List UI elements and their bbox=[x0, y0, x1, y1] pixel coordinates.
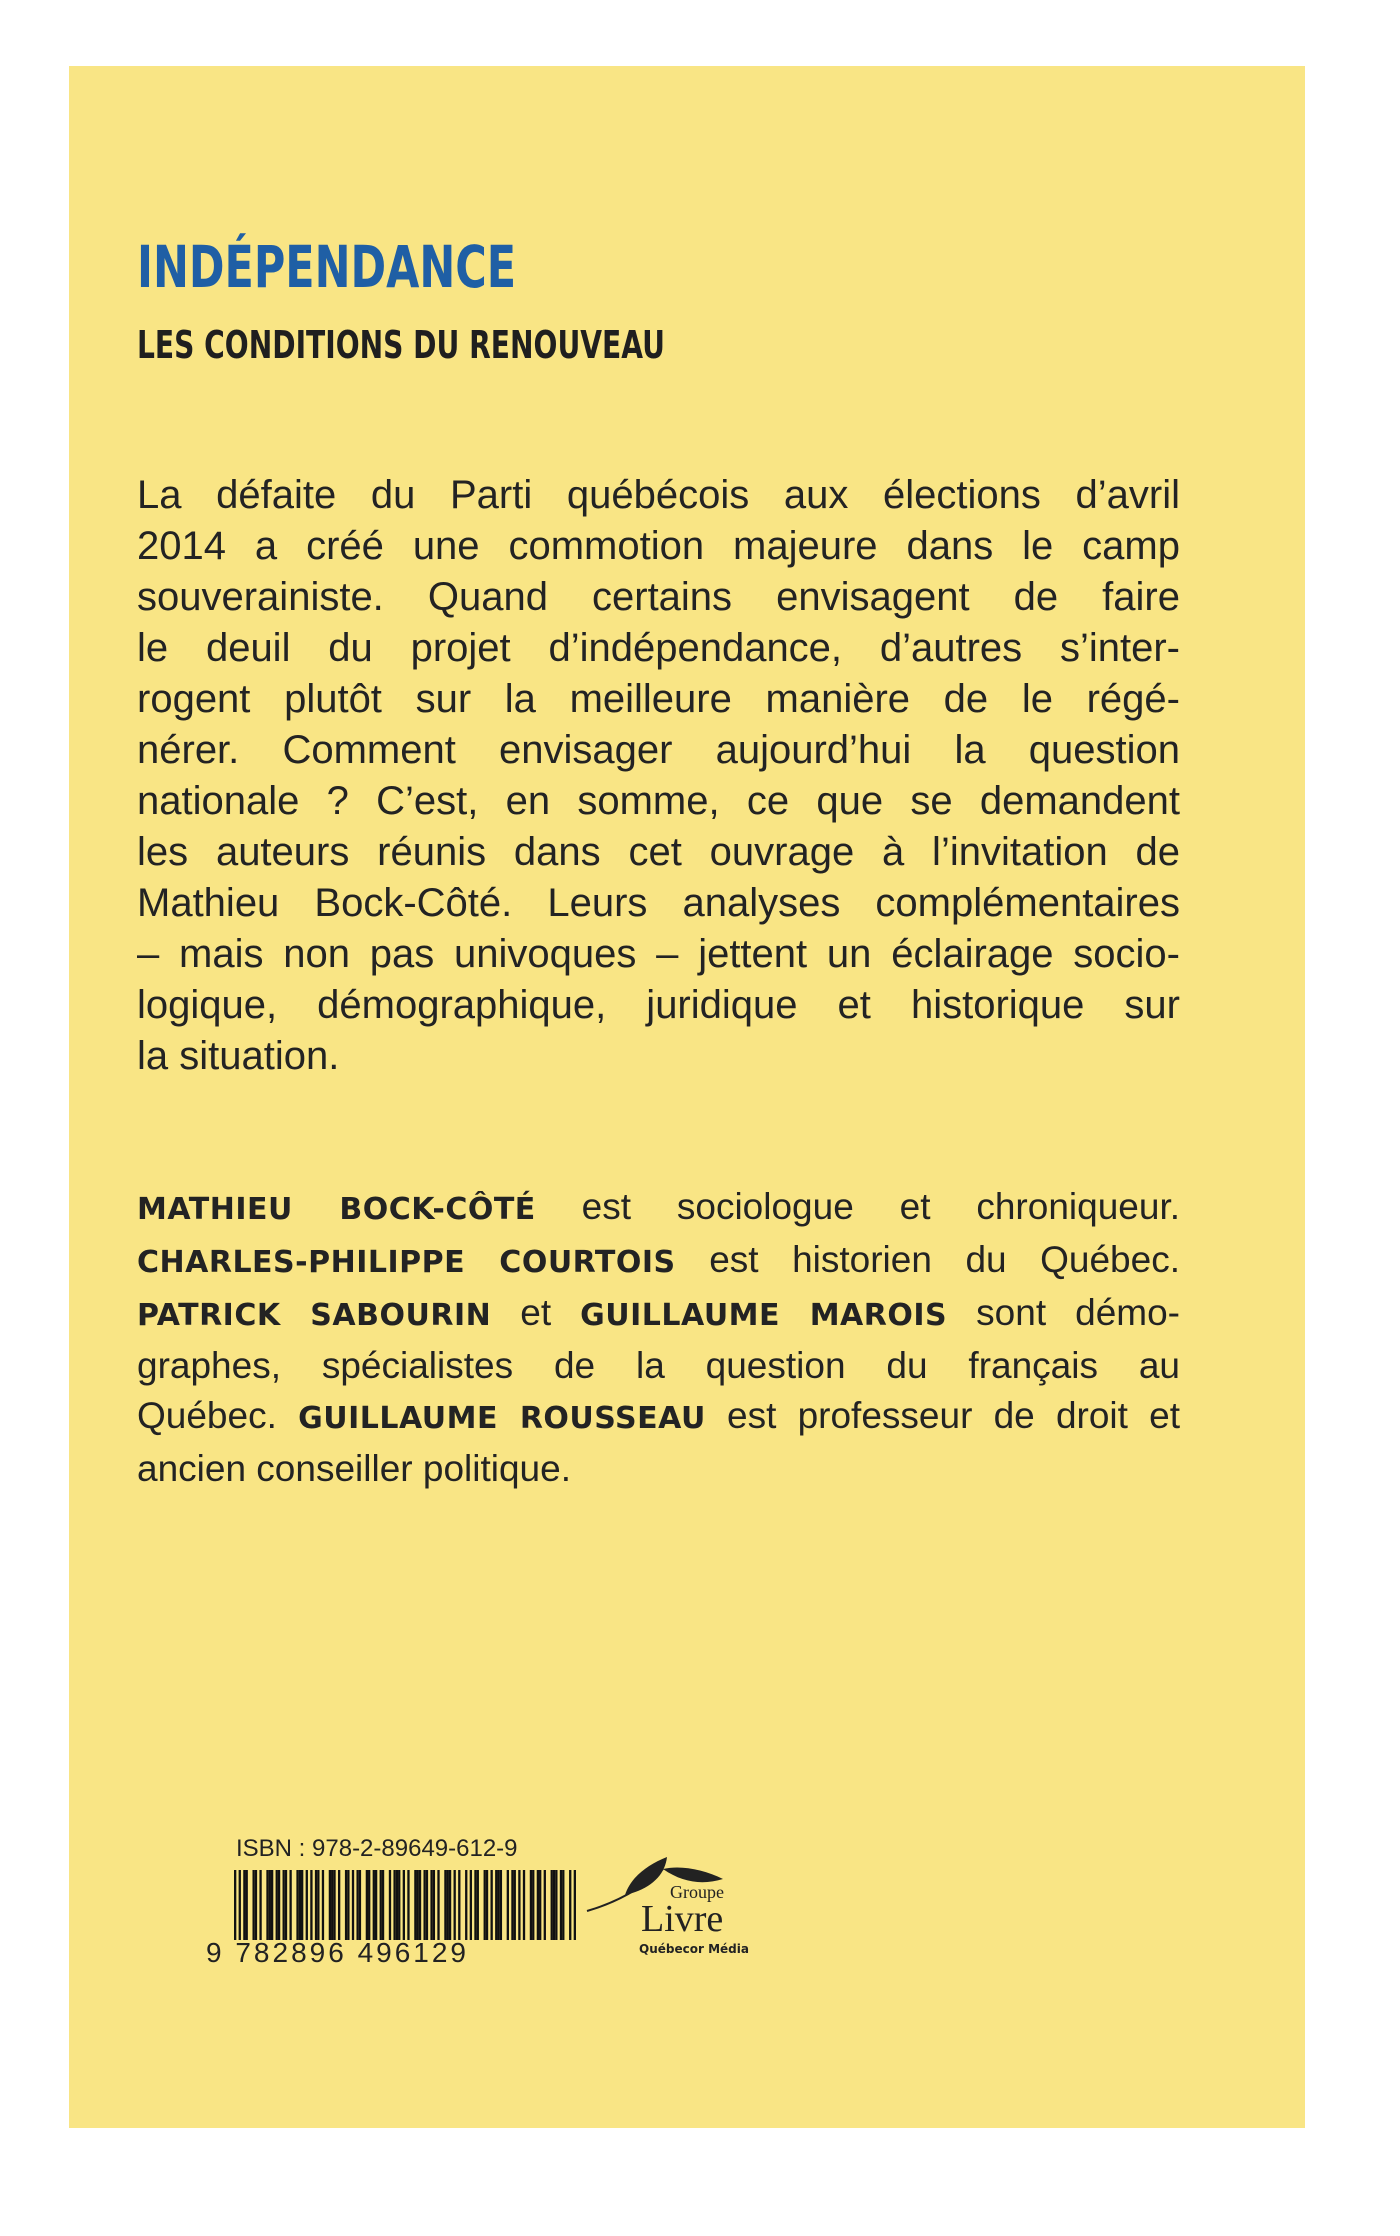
barcode-bar bbox=[246, 1870, 248, 1940]
barcode-bar bbox=[356, 1870, 358, 1940]
barcode-bar bbox=[403, 1870, 405, 1940]
isbn-number: ISBN : 978-2-89649-612-9 bbox=[236, 1835, 518, 1862]
barcode-bar bbox=[484, 1870, 486, 1940]
barcode-bar bbox=[491, 1870, 493, 1940]
barcode-bar bbox=[322, 1870, 324, 1940]
authors-paragraph bbox=[137, 1182, 1180, 1494]
barcode-bar bbox=[511, 1870, 513, 1940]
barcode-bar bbox=[259, 1870, 261, 1940]
barcode-bar bbox=[338, 1870, 340, 1940]
barcode-bar bbox=[396, 1870, 398, 1940]
authors-line-6: ancien conseiller politique. bbox=[137, 1448, 571, 1489]
barcode-bar bbox=[447, 1870, 449, 1940]
barcode-bar bbox=[539, 1870, 541, 1940]
barcode-bar bbox=[375, 1870, 377, 1940]
barcode-bar bbox=[474, 1870, 476, 1940]
barcode-bar bbox=[266, 1870, 268, 1940]
barcode-bar bbox=[419, 1870, 421, 1940]
barcode-bar bbox=[537, 1870, 539, 1940]
barcode-bar bbox=[285, 1870, 287, 1940]
barcode-bar bbox=[306, 1870, 308, 1940]
barcode-bar bbox=[551, 1870, 553, 1940]
barcode-bar bbox=[407, 1870, 409, 1940]
book-subtitle: LES CONDITIONS DU RENOUVEAU bbox=[137, 323, 665, 367]
barcode-bar bbox=[465, 1870, 467, 1940]
summary-line: le deuil du projet d’indépendance, d’autres s’inter- bbox=[137, 626, 1180, 670]
barcode-bar bbox=[352, 1870, 354, 1940]
isbn-barcode bbox=[200, 1835, 580, 1970]
barcode-bar bbox=[497, 1870, 499, 1940]
authors-line-5: Québec. GUILLAUME ROUSSEAU est professeur de droit et bbox=[137, 1395, 1180, 1436]
summary-line: logique, démographique, juridique et historique sur bbox=[137, 983, 1180, 1027]
barcode-bars bbox=[234, 1870, 576, 1940]
author-name: CHARLES-PHILIPPE COURTOIS bbox=[137, 1245, 676, 1280]
summary-line: nationale ? C’est, en somme, ce que se demandent bbox=[137, 779, 1180, 823]
author-name: MATHIEU BOCK-CÔTÉ bbox=[137, 1192, 536, 1227]
barcode-bar bbox=[398, 1870, 400, 1940]
barcode-bar bbox=[458, 1870, 460, 1940]
summary-paragraph bbox=[137, 470, 1180, 1082]
authors-line-4: graphes, spécialistes de la question du français au bbox=[137, 1345, 1180, 1386]
barcode-bar bbox=[382, 1870, 384, 1940]
barcode-bar bbox=[301, 1870, 303, 1940]
barcode-bar bbox=[347, 1870, 349, 1940]
summary-line: 2014 a créé une commotion majeure dans le camp bbox=[137, 524, 1180, 568]
barcode-bar bbox=[276, 1870, 278, 1940]
barcode-bar bbox=[449, 1870, 451, 1940]
summary-line: la situation. bbox=[137, 1034, 340, 1078]
book-title: INDÉPENDANCE bbox=[137, 233, 517, 301]
barcode-bar bbox=[430, 1870, 432, 1940]
summary-line: nérer. Comment envisager aujourd’hui la question bbox=[137, 728, 1180, 772]
barcode-bar bbox=[345, 1870, 347, 1940]
authors-line-1: MATHIEU BOCK-CÔTÉ est sociologue et chroniqueur. bbox=[137, 1186, 1180, 1227]
barcode-bar bbox=[518, 1870, 520, 1940]
barcode-bar bbox=[414, 1870, 416, 1940]
barcode-bar bbox=[283, 1870, 285, 1940]
barcode-bar bbox=[269, 1870, 271, 1940]
author-name: GUILLAUME MAROIS bbox=[580, 1298, 948, 1333]
barcode-bar bbox=[507, 1870, 509, 1940]
barcode-bar bbox=[500, 1870, 502, 1940]
barcode-bar bbox=[368, 1870, 370, 1940]
authors-line-3: PATRICK SABOURIN et GUILLAUME MAROIS sont démo- bbox=[137, 1292, 1181, 1333]
barcode-bar bbox=[477, 1870, 479, 1940]
barcode-bar bbox=[437, 1870, 439, 1940]
summary-line: souverainiste. Quand certains envisagent de faire bbox=[137, 575, 1180, 619]
barcode-bar bbox=[333, 1870, 335, 1940]
barcode-bar bbox=[426, 1870, 428, 1940]
barcode-bar bbox=[417, 1870, 419, 1940]
barcode-bar bbox=[454, 1870, 456, 1940]
barcode-bar bbox=[317, 1870, 319, 1940]
barcode-bar bbox=[532, 1870, 534, 1940]
barcode-bar bbox=[495, 1870, 497, 1940]
barcode-bar bbox=[380, 1870, 382, 1940]
barcode-bar bbox=[560, 1870, 562, 1940]
barcode-bar bbox=[393, 1870, 395, 1940]
barcode-bar bbox=[243, 1870, 245, 1940]
barcode-bar bbox=[366, 1870, 368, 1940]
barcode-bar bbox=[514, 1870, 516, 1940]
barcode-bar bbox=[315, 1870, 317, 1940]
publisher-livre: Livre bbox=[641, 1898, 724, 1940]
barcode-bar bbox=[530, 1870, 532, 1940]
summary-line: La défaite du Parti québécois aux élections d’avril bbox=[137, 473, 1180, 517]
barcode-digits: 9 782896 496129 bbox=[206, 1937, 469, 1968]
barcode-bar bbox=[470, 1870, 472, 1940]
barcode-bar bbox=[553, 1870, 555, 1940]
barcode-bar bbox=[252, 1870, 254, 1940]
barcode-bar bbox=[423, 1870, 425, 1940]
publisher-groupe: Groupe bbox=[670, 1882, 724, 1902]
barcode-bar bbox=[299, 1870, 301, 1940]
barcode-bar bbox=[255, 1870, 257, 1940]
barcode-bar bbox=[486, 1870, 488, 1940]
barcode-bar bbox=[234, 1870, 236, 1940]
barcode-bar bbox=[562, 1870, 564, 1940]
barcode-bar bbox=[389, 1870, 391, 1940]
summary-line: – mais non pas univoques – jettent un éclairage socio- bbox=[137, 932, 1180, 976]
barcode-bar bbox=[289, 1870, 291, 1940]
barcode-bar bbox=[271, 1870, 273, 1940]
publisher-logo bbox=[585, 1855, 749, 1975]
summary-line: Mathieu Bock-Côté. Leurs analyses complémentaires bbox=[137, 881, 1180, 925]
author-name: PATRICK SABOURIN bbox=[137, 1298, 492, 1333]
barcode-bar bbox=[329, 1870, 331, 1940]
summary-line: les auteurs réunis dans cet ouvrage à l’invitation de bbox=[137, 830, 1180, 874]
author-name: GUILLAUME ROUSSEAU bbox=[298, 1401, 706, 1436]
barcode-bar bbox=[444, 1870, 446, 1940]
barcode-bar bbox=[373, 1870, 375, 1940]
barcode-bar bbox=[296, 1870, 298, 1940]
barcode-bar bbox=[569, 1870, 571, 1940]
authors-line-2: CHARLES-PHILIPPE COURTOIS est historien du Québec. bbox=[137, 1239, 1180, 1280]
summary-line: rogent plutôt sur la meilleure manière de le régé- bbox=[137, 677, 1180, 721]
barcode-bar bbox=[523, 1870, 525, 1940]
barcode-bar bbox=[278, 1870, 280, 1940]
barcode-bar bbox=[310, 1870, 312, 1940]
barcode-bar bbox=[359, 1870, 361, 1940]
barcode-bar bbox=[555, 1870, 557, 1940]
barcode-bar bbox=[239, 1870, 241, 1940]
back-cover bbox=[69, 66, 1305, 2128]
barcode-bar bbox=[544, 1870, 546, 1940]
barcode-bar bbox=[331, 1870, 333, 1940]
publisher-media: Québecor Média bbox=[639, 1942, 749, 1956]
barcode-bar bbox=[574, 1870, 576, 1940]
barcode-bar bbox=[433, 1870, 435, 1940]
